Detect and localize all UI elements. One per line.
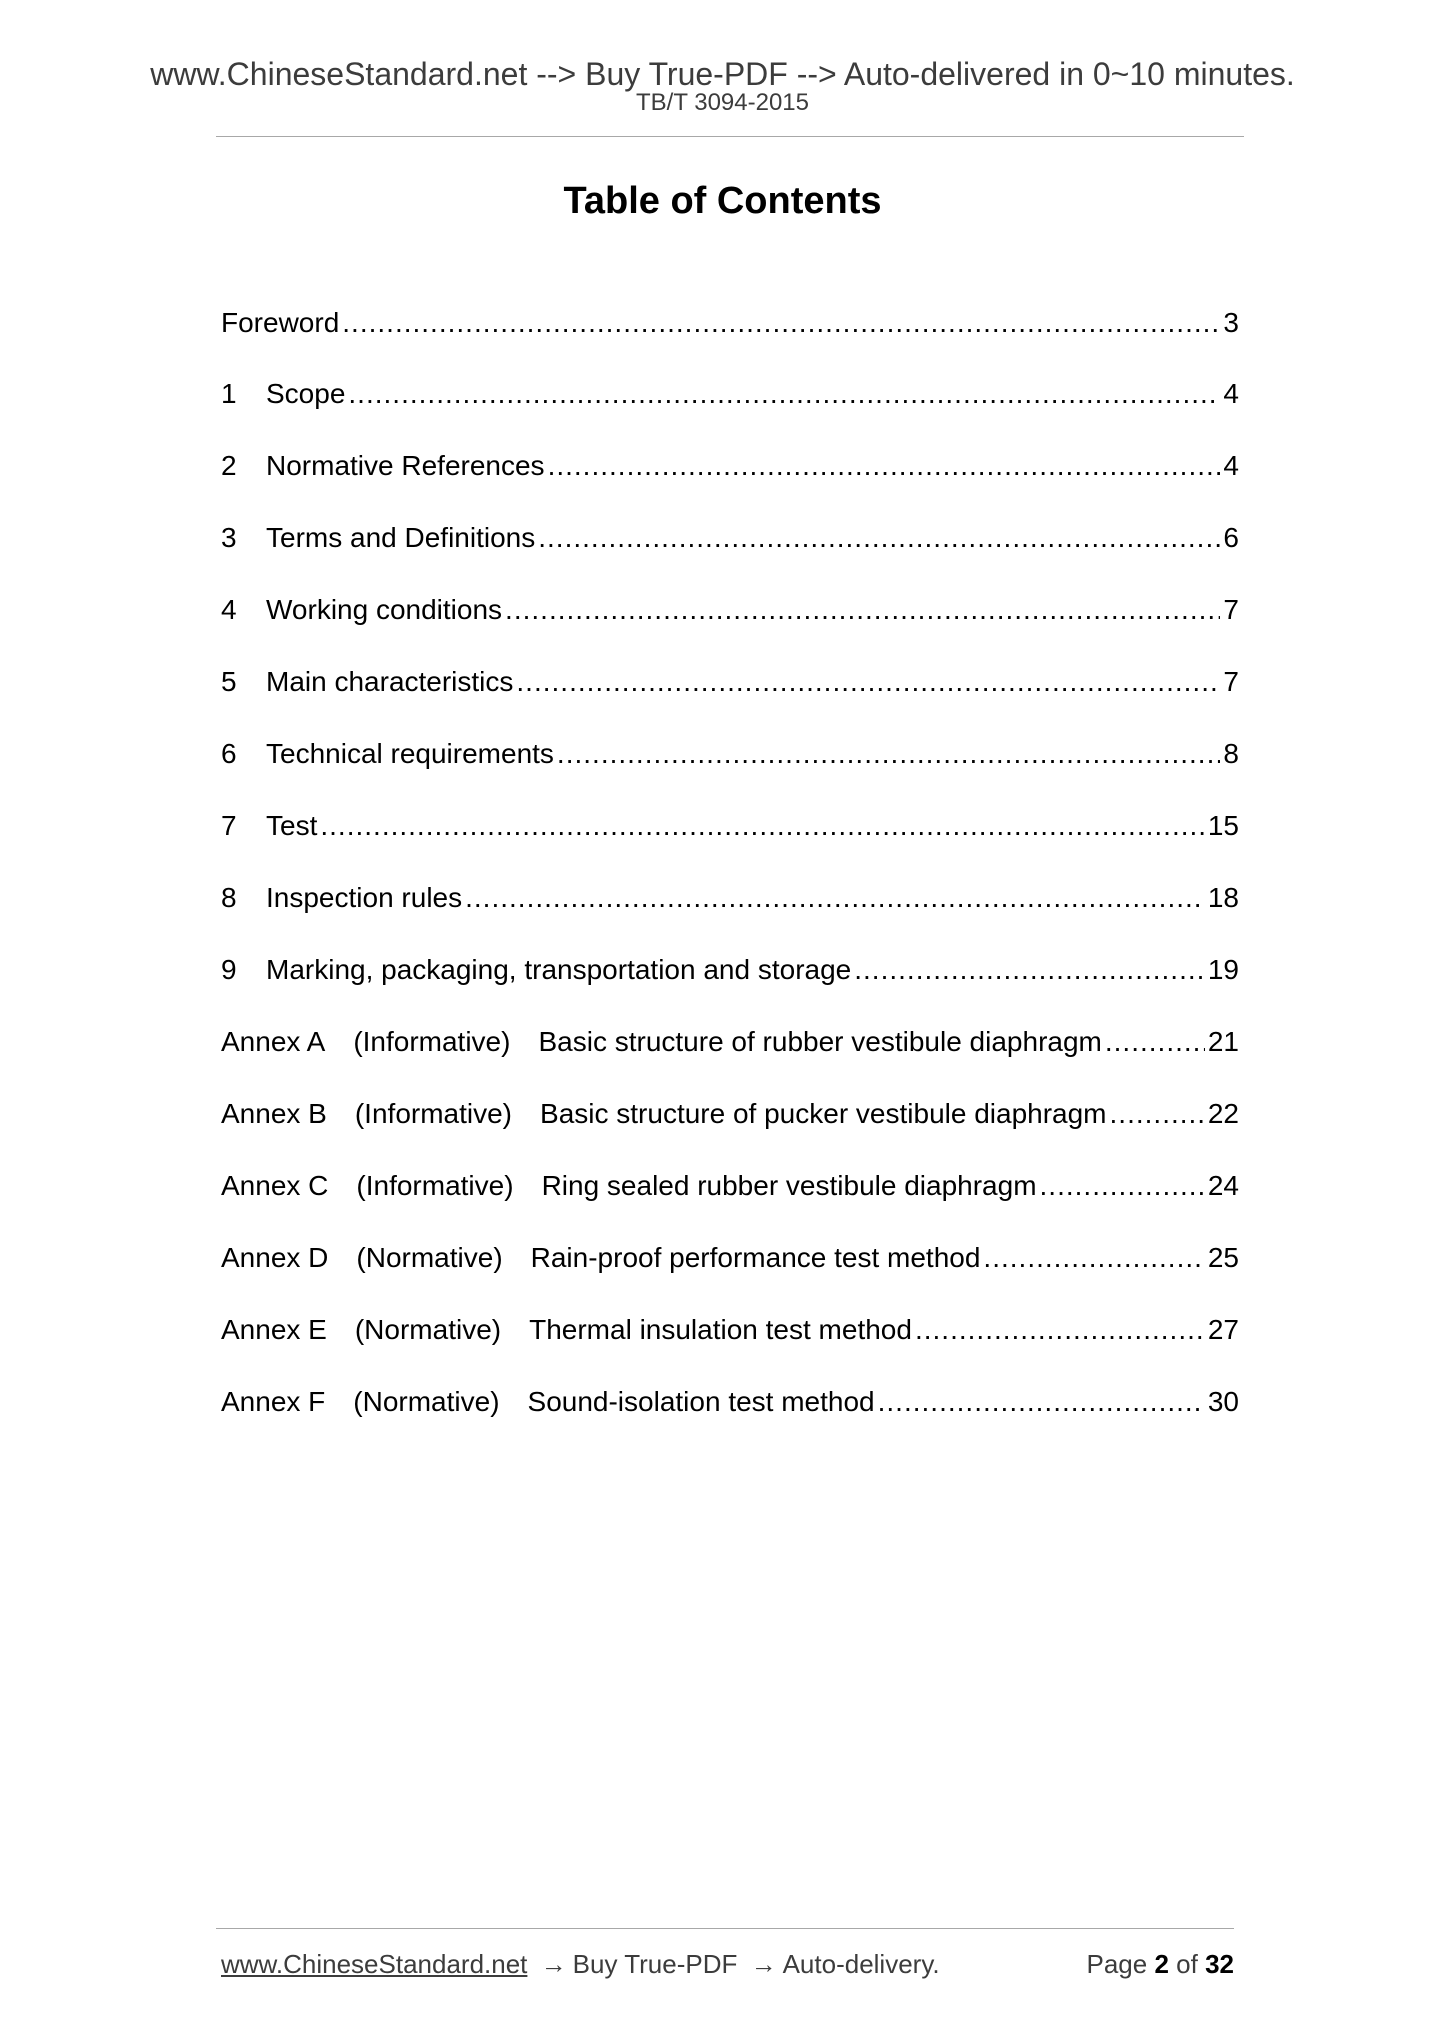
toc-entry-annex-c[interactable] [221,1168,1239,1204]
toc-entry-number: 9 [221,954,237,985]
toc-entry-number: 5 [221,666,237,697]
toc-entry-annex-b[interactable] [221,1096,1239,1132]
toc-annex-title: Basic structure of pucker vestibule diaphragm [540,1098,1107,1129]
toc-entry-technical-requirements[interactable] [221,736,1239,772]
toc-annex-type: (Informative) [354,1098,513,1129]
toc-entry-title: Technical requirements [266,738,554,769]
toc-entry-page: 24 [1207,1170,1239,1201]
toc-entry-title: Scope [266,378,346,409]
toc-entry-page: 6 [1223,522,1239,553]
footer-delivery-text: Auto-delivery. [782,1949,940,1979]
page-title: Table of Contents [563,180,882,222]
toc-entry-number: 3 [221,522,237,553]
toc-dot-leader [983,1240,1204,1276]
toc-dot-leader [516,664,1220,700]
page-number [1086,1947,1234,1981]
footer-site-link[interactable]: www.ChineseStandard.net [221,1949,528,1979]
toc-annex-type: (Informative) [353,1026,511,1057]
toc-entry-working-conditions[interactable] [221,592,1239,628]
toc-dot-leader [854,952,1205,988]
toc-dot-leader [465,880,1205,916]
toc-entry-test[interactable] [221,808,1239,844]
toc-entry-normative-references[interactable] [221,448,1239,484]
toc-entry-page: 7 [1223,666,1239,697]
toc-dot-leader [348,376,1220,412]
toc-entry-title: Foreword [221,307,340,338]
toc-dot-leader [320,808,1204,844]
toc-entry-page: 22 [1207,1098,1239,1129]
footer-left [221,1947,940,1981]
toc-annex-title: Thermal insulation test method [529,1314,912,1345]
toc-annex-type: (Informative) [356,1170,514,1201]
header-banner: www.ChineseStandard.net --> Buy True-PDF --> Auto-delivered in 0~10 minutes. [150,56,1295,92]
toc-entry-number: 6 [221,738,237,769]
toc-entry-marking-packaging[interactable] [221,952,1239,988]
toc-entry-terms-definitions[interactable] [221,520,1239,556]
toc-entry-annex-e[interactable] [221,1312,1239,1348]
toc-entry-title: Inspection rules [266,882,463,913]
toc-entry-title: Marking, packaging, transportation and storage [266,954,852,985]
toc-entry-page: 18 [1207,882,1239,913]
toc-annex-type: (Normative) [353,1386,500,1417]
toc-entry-number: 4 [221,594,237,625]
toc-annex-label: Annex B [221,1098,327,1129]
toc-dot-leader [557,736,1221,772]
toc-annex-label: Annex E [221,1314,327,1345]
toc-entry-title: Normative References [266,450,545,481]
footer-buy-text: Buy True-PDF [572,1949,738,1979]
toc-entry-number: 7 [221,810,237,841]
toc-entry-page: 25 [1207,1242,1239,1273]
toc-entry-page: 4 [1223,378,1239,409]
toc-annex-type: (Normative) [356,1242,503,1273]
toc-entry-title: Test [266,810,318,841]
header-divider [216,136,1244,137]
toc-entry-page: 4 [1223,450,1239,481]
toc-entry-title: Main characteristics [266,666,514,697]
toc-annex-label: Annex C [221,1170,329,1201]
toc-entry-main-characteristics[interactable] [221,664,1239,700]
toc-dot-leader [342,305,1220,341]
toc-entry-page: 30 [1207,1386,1239,1417]
toc-annex-type: (Normative) [354,1314,502,1345]
toc-entry-annex-a[interactable] [221,1024,1239,1060]
page-number-total: 32 [1205,1949,1234,1979]
page-number-current: 2 [1154,1949,1169,1979]
toc-dot-leader [538,520,1220,556]
toc-dot-leader [878,1384,1205,1420]
toc-annex-label: Annex A [221,1026,326,1057]
toc-entry-inspection-rules[interactable] [221,880,1239,916]
page-number-of: of [1176,1949,1198,1979]
toc-entry-number: 2 [221,450,237,481]
toc-entry-page: 19 [1207,954,1239,985]
toc-entry-annex-d[interactable] [221,1240,1239,1276]
toc-entry-number: 8 [221,882,237,913]
page-number-prefix: Page [1086,1949,1148,1979]
toc-entry-page: 7 [1223,594,1239,625]
toc-entry-title: Working conditions [266,594,503,625]
toc-dot-leader [548,448,1221,484]
toc-entry-page: 27 [1207,1314,1239,1345]
toc-entry-page: 8 [1223,738,1239,769]
toc-entry-page: 21 [1207,1026,1239,1057]
toc-annex-title: Rain-proof performance test method [530,1242,981,1273]
document-code: TB/T 3094-2015 [635,89,809,116]
arrow-right-icon: → [540,1949,567,1979]
toc-annex-title: Basic structure of rubber vestibule diaphragm [538,1026,1102,1057]
toc-dot-leader [1110,1096,1205,1132]
toc-entry-foreword[interactable] [221,305,1239,341]
toc-entry-page: 3 [1223,307,1239,338]
toc-dot-leader [915,1312,1205,1348]
toc-entry-annex-f[interactable] [221,1384,1239,1420]
toc-entry-scope[interactable] [221,376,1239,412]
footer-divider [216,1928,1234,1929]
toc-annex-label: Annex D [221,1242,329,1273]
toc-dot-leader [505,592,1220,628]
toc-dot-leader [1040,1168,1205,1204]
toc-entry-title: Terms and Definitions [266,522,536,553]
toc-dot-leader [1105,1024,1205,1060]
page-footer [221,1947,1234,1981]
toc-entry-number: 1 [221,378,237,409]
toc-entry-page: 15 [1207,810,1239,841]
toc-annex-label: Annex F [221,1386,326,1417]
arrow-right-icon: → [750,1949,777,1979]
toc-annex-title: Ring sealed rubber vestibule diaphragm [541,1170,1037,1201]
toc-annex-title: Sound-isolation test method [527,1386,875,1417]
